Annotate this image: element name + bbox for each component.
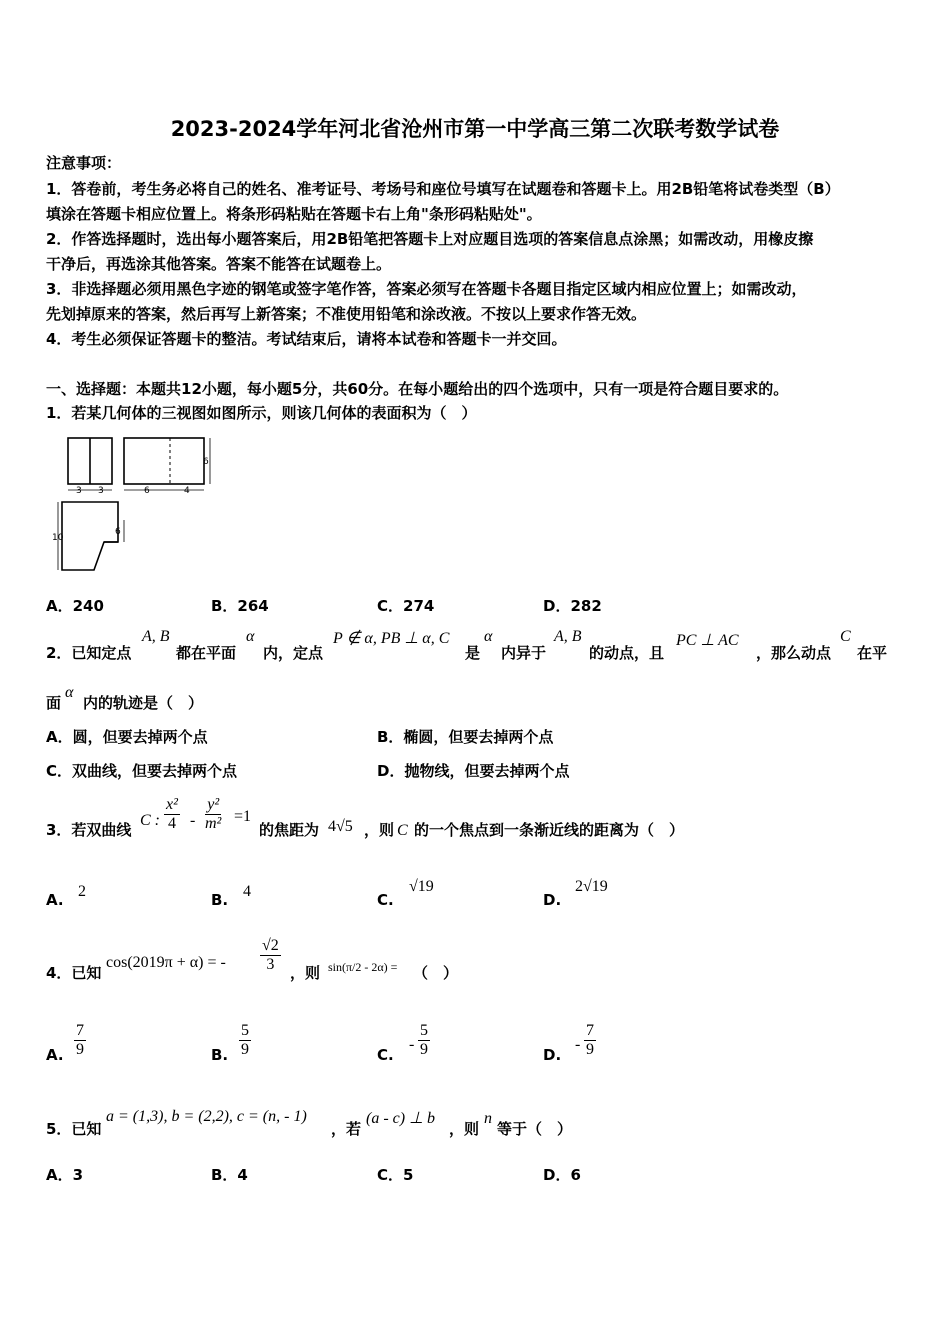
q3-option-c-label[interactable]: C.	[377, 891, 394, 909]
dim-label: 6	[203, 457, 209, 467]
notice-line: 干净后，再选涂其他答案。答案不能答在试题卷上。	[46, 255, 392, 273]
q2-math: α	[65, 684, 74, 701]
q4-text-2: ，则	[290, 964, 321, 982]
section-heading: 一、选择题：本题共12小题，每小题5分，共60分。在每小题给出的四个选项中，只有一项是符合题目要求的。	[46, 380, 789, 398]
dim-label: 4	[184, 486, 190, 496]
q3-math: C	[397, 822, 408, 839]
q4-option-b-label[interactable]: B.	[211, 1046, 229, 1064]
q5-option-a[interactable]: A．3	[46, 1166, 84, 1184]
q2-math: A, B	[554, 628, 582, 645]
q5-text-3: ，则	[449, 1120, 480, 1138]
q3-fraction: $\frac{\text{x²}}{4}$	[166, 796, 178, 832]
q5-math: n	[484, 1110, 492, 1127]
q2-text-5: 内异于	[501, 644, 547, 662]
notice-heading: 注意事项：	[46, 154, 122, 172]
notice-line: 先划掉原来的答案，然后再写上新答案；不准使用铅笔和涂改液。不按以上要求作答无效。	[46, 305, 647, 323]
q5-text-1: 5．已知	[46, 1120, 102, 1138]
q4-option-a-value: $\frac{7}{9}$	[76, 1022, 84, 1058]
q5-text-2: ，若	[331, 1120, 362, 1138]
q1-option-c[interactable]: C．274	[377, 597, 435, 615]
top-view	[62, 502, 118, 570]
q1-stem: 1．若某几何体的三视图如图所示，则该几何体的表面积为（ ）	[46, 404, 477, 422]
q3-option-a-label[interactable]: A.	[46, 891, 64, 909]
q2-text-1: 2．已知定点	[46, 644, 132, 662]
q2-math: C	[840, 628, 851, 645]
notice-line: 1．答卷前，考生务必将自己的姓名、准考证号、考场号和座位号填写在试题卷和答题卡上。用2B铅笔将试卷类型（B）	[46, 180, 840, 198]
q2-text-9: 面	[46, 694, 62, 712]
side-view	[124, 438, 204, 484]
q3-text-4: 的一个焦点到一条渐近线的距离为（ ）	[414, 821, 685, 839]
q4-option-d-label[interactable]: D.	[543, 1046, 562, 1064]
q2-option-a[interactable]: A．圆，但要去掉两个点	[46, 728, 208, 746]
q2-math: P ∉ α, PB ⊥ α, C	[333, 630, 450, 647]
page-title: 2023-2024学年河北省沧州市第一中学高三第二次联考数学试卷	[170, 117, 780, 141]
q3-text-2: 的焦距为	[259, 821, 320, 839]
q2-text-6: 的动点，且	[589, 644, 665, 662]
q3-option-a-value: 2	[78, 883, 86, 900]
q4-fraction: $\frac{√2}{3}$	[262, 937, 279, 973]
q3-option-b-label[interactable]: B.	[211, 891, 229, 909]
q5-option-d[interactable]: D．6	[543, 1166, 581, 1184]
q2-text-8: 在平	[857, 644, 888, 662]
q4-given: cos(2019π + α) = -	[106, 954, 226, 971]
dim-label: 6	[115, 527, 121, 537]
dim-label: 6	[144, 486, 150, 496]
q5-option-c[interactable]: C．5	[377, 1166, 414, 1184]
q3-text-3: ，则	[364, 821, 395, 839]
q1-option-d[interactable]: D．282	[543, 597, 602, 615]
three-view-figure	[52, 430, 222, 582]
q4-option-a-label[interactable]: A.	[46, 1046, 64, 1064]
q3-text-1: 3．若双曲线	[46, 821, 132, 839]
q2-text-3: 内，定点	[263, 644, 324, 662]
q2-math: α	[246, 628, 255, 645]
q5-text-4: 等于（ ）	[497, 1120, 573, 1138]
notice-line: 3．非选择题必须用黑色字迹的钢笔或签字笔作答，答案必须写在答题卡各题目指定区域内相应位置上；如需改动，	[46, 280, 807, 298]
q4-option-c-sign: -	[409, 1036, 415, 1053]
q4-expression: sin(π/2 - 2α) =	[328, 960, 398, 974]
q4-text-1: 4．已知	[46, 964, 102, 982]
dim-label: 10	[52, 533, 64, 543]
notice-line: 4．考生必须保证答题卡的整洁。考试结束后，请将本试卷和答题卡一并交回。	[46, 330, 567, 348]
q2-option-d[interactable]: D．抛物线，但要去掉两个点	[377, 762, 570, 780]
q2-text-4: 是	[465, 644, 481, 662]
q2-text-10: 内的轨迹是（ ）	[83, 694, 204, 712]
q5-condition: (a - c) ⊥ b	[366, 1110, 436, 1127]
q2-option-c[interactable]: C．双曲线，但要去掉两个点	[46, 762, 238, 780]
q1-option-b[interactable]: B．264	[211, 597, 269, 615]
q2-text-7: ，那么动点	[756, 644, 832, 662]
q4-option-d-value: $\frac{7}{9}$	[586, 1022, 594, 1058]
q4-option-c-label[interactable]: C.	[377, 1046, 394, 1064]
q3-focal-length: 4√5	[328, 818, 353, 835]
q1-option-a[interactable]: A．240	[46, 597, 104, 615]
q3-option-d-value: 2√19	[575, 878, 608, 895]
q5-option-b[interactable]: B．4	[211, 1166, 248, 1184]
q2-math: PC ⊥ AC	[676, 632, 739, 649]
dim-label: 3	[98, 486, 104, 496]
q2-text-2: 都在平面	[176, 644, 237, 662]
q3-curve-name: C :	[140, 812, 160, 829]
q5-vectors: a = (1,3), b = (2,2), c = (n, - 1)	[106, 1108, 307, 1125]
notice-line: 2．作答选择题时，选出每小题答案后，用2B铅笔把答题卡上对应题目选项的答案信息点涂黑；如需改动，用橡皮擦	[46, 230, 814, 248]
q2-math: α	[484, 628, 493, 645]
q3-option-c-value: √19	[409, 878, 434, 895]
q4-option-b-value: $\frac{5}{9}$	[241, 1022, 249, 1058]
notice-line: 填涂在答题卡相应位置上。将条形码粘贴在答题卡右上角"条形码粘贴处"。	[46, 205, 542, 223]
q3-fraction: $\frac{\text{y²}}{\text{m²}}$	[205, 796, 222, 832]
q3-option-b-value: 4	[243, 883, 251, 900]
q3-equals: =1	[234, 808, 252, 825]
q2-option-b[interactable]: B．椭圆，但要去掉两个点	[377, 728, 554, 746]
q4-option-d-sign: -	[575, 1036, 581, 1053]
q3-option-d-label[interactable]: D.	[543, 891, 562, 909]
q2-math: A, B	[142, 628, 170, 645]
dim-label: 3	[76, 486, 82, 496]
q4-option-c-value: $\frac{5}{9}$	[420, 1022, 428, 1058]
q3-minus: -	[190, 812, 196, 829]
q4-text-3: （ ）	[413, 964, 459, 982]
